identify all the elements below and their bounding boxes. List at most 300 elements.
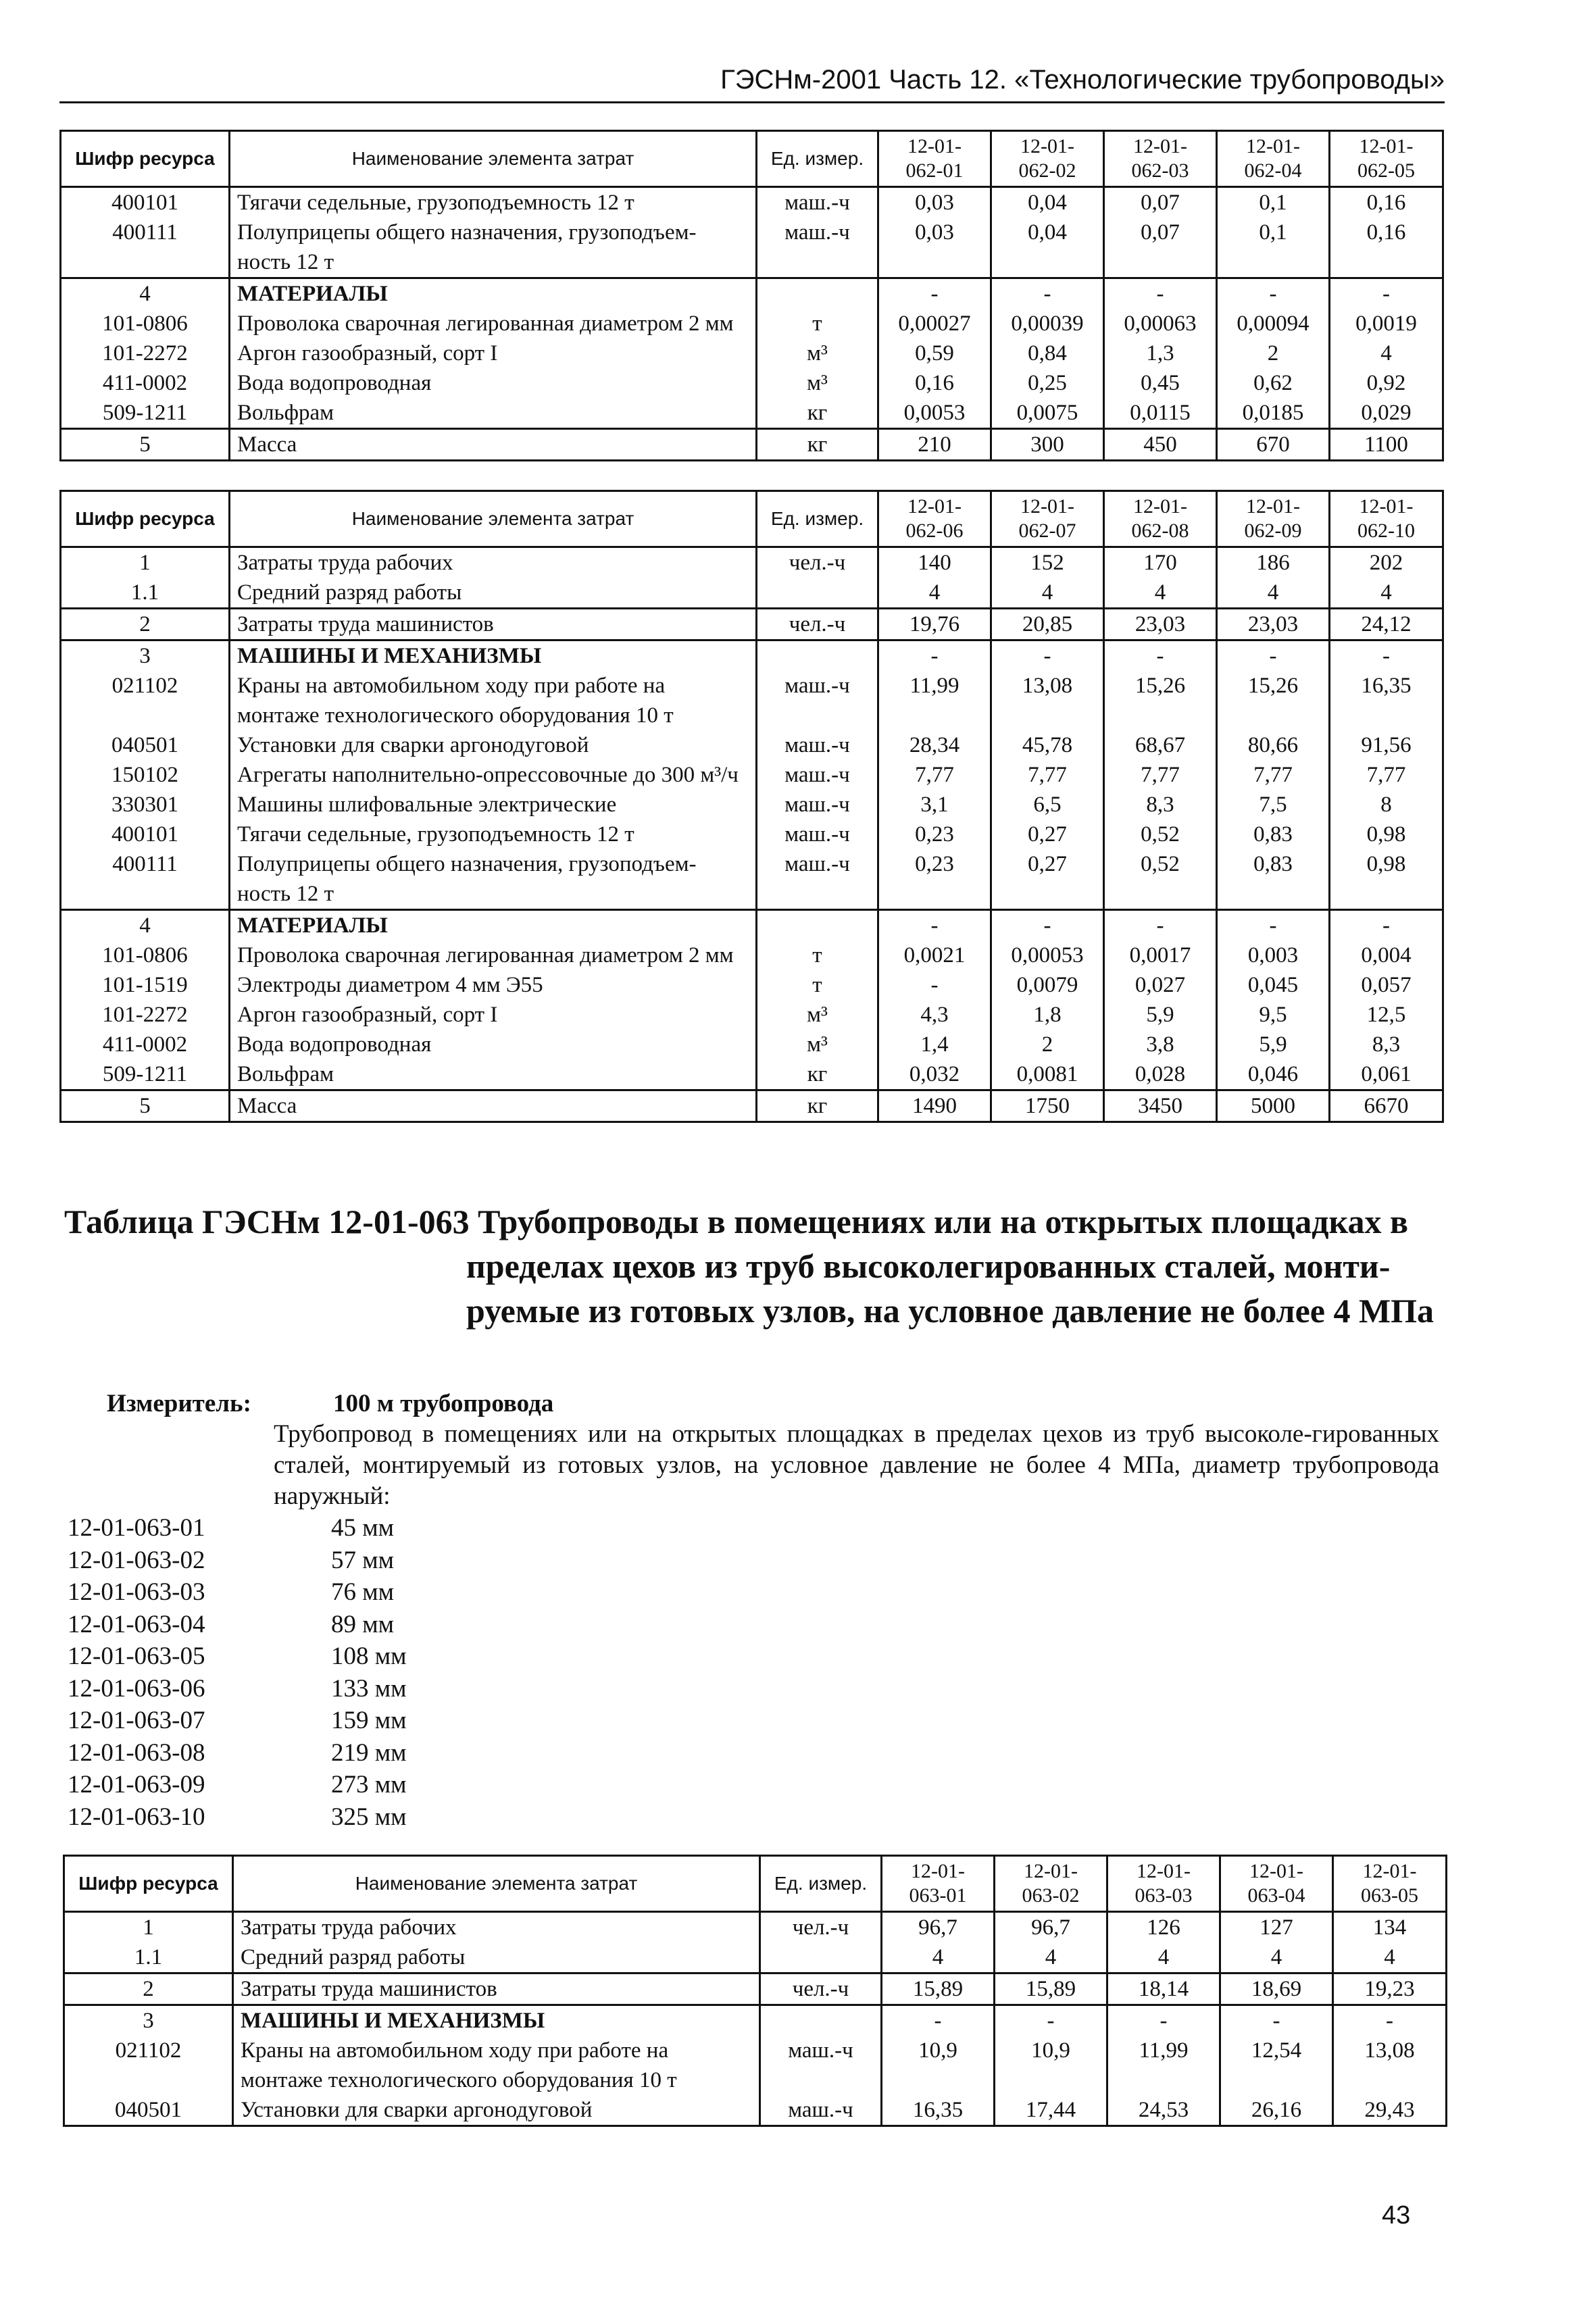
work-description: Трубопровод в помещениях или на открытых площадках в пределах цехов из труб высоколе-гированных сталей, монтируемый из готовых узлов, на условное давление не более 4 МПа, диаметр трубопровода наружный: [274, 1420, 1439, 1510]
resource-unit [760, 1942, 882, 1973]
resource-code: 4 [61, 278, 230, 309]
resource-unit: чел.-ч [757, 609, 878, 640]
resource-value: - [991, 640, 1104, 672]
header-norm-code: 12-01- 063-05 [1333, 1856, 1447, 1912]
pipe-diameter: 57 мм [331, 1546, 395, 1574]
resource-name: Масса [230, 429, 757, 461]
measure-unit [107, 1388, 553, 1419]
pipe-diameter: 325 мм [331, 1803, 407, 1831]
resource-value: 6670 [1330, 1090, 1443, 1122]
diameter-item [68, 1609, 407, 1641]
resource-value: 7,77 [878, 760, 991, 790]
resource-code: 1.1 [61, 578, 230, 609]
resource-value: 0,046 [1217, 1059, 1330, 1090]
resource-value: 170 [1104, 547, 1217, 578]
resource-value: - [878, 910, 991, 941]
diameter-item [68, 1801, 407, 1834]
resource-value: 2 [991, 1030, 1104, 1059]
resource-name: Краны на автомобильном ходу при работе на монтаже технологического оборудования 10 т [233, 2036, 760, 2095]
resource-code: 2 [61, 609, 230, 640]
resource-value: 16,35 [1330, 671, 1443, 730]
resource-code: 400111 [61, 849, 230, 910]
header-norm-code: 12-01- 062-04 [1217, 131, 1330, 187]
resource-value: 7,77 [1330, 760, 1443, 790]
resource-value: - [991, 910, 1104, 941]
resource-name: Краны на автомобильном ходу при работе на монтаже технологического оборудования 10 т [230, 671, 757, 730]
resource-value: 1,8 [991, 1000, 1104, 1030]
table-row [64, 2095, 1447, 2126]
resource-value: 15,89 [995, 1973, 1107, 2005]
resource-code: 400101 [61, 187, 230, 218]
resource-value: 8 [1330, 790, 1443, 820]
resource-value: 7,77 [1217, 760, 1330, 790]
resource-value: - [878, 640, 991, 672]
resource-value: 0,07 [1104, 187, 1217, 218]
resource-name: Средний разряд работы [233, 1942, 760, 1973]
resource-value: 0,62 [1217, 368, 1330, 398]
resource-name: Полуприцепы общего назначения, грузоподъем-ность 12 т [230, 849, 757, 910]
resource-value: 96,7 [882, 1912, 995, 1943]
pipe-diameter: 108 мм [331, 1642, 407, 1670]
table-row [64, 2005, 1447, 2036]
resource-value: 18,14 [1107, 1973, 1220, 2005]
resource-code: 021102 [64, 2036, 233, 2095]
resource-table-062-01-05 [59, 130, 1444, 461]
resource-name: Агрегаты наполнительно-опрессовочные до 300 м³/ч [230, 760, 757, 790]
resource-value: 3450 [1104, 1090, 1217, 1122]
resource-value: 0,92 [1330, 368, 1443, 398]
resource-unit: т [757, 970, 878, 1000]
resource-value: 4 [1330, 578, 1443, 609]
resource-value: 3,1 [878, 790, 991, 820]
diameter-item [68, 1576, 407, 1609]
resource-code: 509-1211 [61, 1059, 230, 1090]
resource-table-063-01-05 [63, 1855, 1447, 2127]
resource-code: 101-2272 [61, 1000, 230, 1030]
table-row [61, 940, 1443, 970]
running-header: ГЭСНм-2001 Часть 12. «Технологические трубопроводы» [720, 65, 1445, 95]
norm-code: 12-01-063-01 [68, 1514, 205, 1542]
resource-value: 8,3 [1104, 790, 1217, 820]
table-row [61, 398, 1443, 429]
resource-value: 5,9 [1217, 1030, 1330, 1059]
resource-code: 400111 [61, 218, 230, 278]
resource-unit [760, 2005, 882, 2036]
resource-value: - [1104, 910, 1217, 941]
header-name: Наименование элемента затрат [233, 1856, 760, 1912]
table-row [61, 187, 1443, 218]
table-row [61, 578, 1443, 609]
resource-value: 7,5 [1217, 790, 1330, 820]
resource-unit: маш.-ч [760, 2036, 882, 2095]
norm-code: 12-01-063-02 [68, 1546, 205, 1574]
resource-name: Установки для сварки аргонодуговой [230, 730, 757, 760]
resource-name: МАТЕРИАЛЫ [230, 278, 757, 309]
resource-value: 80,66 [1217, 730, 1330, 760]
resource-value: 9,5 [1217, 1000, 1330, 1030]
resource-code: 1 [64, 1912, 233, 1943]
header-norm-code: 12-01- 063-04 [1220, 1856, 1333, 1912]
resource-value: 0,00063 [1104, 309, 1217, 338]
resource-name: Средний разряд работы [230, 578, 757, 609]
resource-value: - [1217, 278, 1330, 309]
resource-value: 5000 [1217, 1090, 1330, 1122]
resource-name: Тягачи седельные, грузоподъемность 12 т [230, 187, 757, 218]
resource-value: 4 [991, 578, 1104, 609]
resource-value: 0,25 [991, 368, 1104, 398]
resource-unit: маш.-ч [757, 849, 878, 910]
resource-value: - [1220, 2005, 1333, 2036]
resource-value: - [1107, 2005, 1220, 2036]
pipe-diameter: 89 мм [331, 1610, 395, 1638]
resource-value: 0,59 [878, 338, 991, 368]
resource-name: Полуприцепы общего назначения, грузоподъем-ность 12 т [230, 218, 757, 278]
resource-value: 4,3 [878, 1000, 991, 1030]
header-norm-code: 12-01- 063-03 [1107, 1856, 1220, 1912]
resource-value: 4 [1107, 1942, 1220, 1973]
resource-value: 0,52 [1104, 849, 1217, 910]
resource-value: 6,5 [991, 790, 1104, 820]
table-row [61, 1059, 1443, 1090]
resource-value: - [1217, 640, 1330, 672]
resource-value: - [1330, 278, 1443, 309]
resource-value: 210 [878, 429, 991, 461]
resource-value: 1100 [1330, 429, 1443, 461]
resource-value: - [878, 278, 991, 309]
diameter-item [68, 1737, 407, 1769]
header-code: Шифр ресурса [64, 1856, 233, 1912]
table-row [61, 609, 1443, 640]
resource-code: 2 [64, 1973, 233, 2005]
pipe-diameter: 45 мм [331, 1514, 395, 1542]
resource-value: 0,0021 [878, 940, 991, 970]
resource-value: 0,057 [1330, 970, 1443, 1000]
resource-code: 330301 [61, 790, 230, 820]
table-row [61, 790, 1443, 820]
resource-value: 29,43 [1333, 2095, 1447, 2126]
resource-value: 670 [1217, 429, 1330, 461]
table-row [61, 368, 1443, 398]
resource-value: 8,3 [1330, 1030, 1443, 1059]
resource-value: 0,0115 [1104, 398, 1217, 429]
header-norm-code: 12-01- 062-06 [878, 491, 991, 547]
resource-value: 0,07 [1104, 218, 1217, 278]
header-norm-code: 12-01- 062-02 [991, 131, 1104, 187]
diameter-item [68, 1705, 407, 1737]
resource-value: 0,00094 [1217, 309, 1330, 338]
resource-value: 4 [1333, 1942, 1447, 1973]
table-row [61, 218, 1443, 278]
resource-value: 126 [1107, 1912, 1220, 1943]
header-rule [59, 101, 1445, 103]
header-norm-code: 12-01- 063-01 [882, 1856, 995, 1912]
resource-code: 040501 [61, 730, 230, 760]
resource-unit [757, 640, 878, 672]
resource-unit: м³ [757, 1000, 878, 1030]
header-norm-code: 12-01- 062-05 [1330, 131, 1443, 187]
table-row [64, 1912, 1447, 1943]
resource-value: 23,03 [1217, 609, 1330, 640]
resource-unit: т [757, 309, 878, 338]
resource-name: Затраты труда рабочих [230, 547, 757, 578]
resource-value: 0,00027 [878, 309, 991, 338]
resource-value: - [1104, 278, 1217, 309]
resource-value: 4 [995, 1942, 1107, 1973]
resource-value: 91,56 [1330, 730, 1443, 760]
resource-value: 0,029 [1330, 398, 1443, 429]
header-code: Шифр ресурса [61, 491, 230, 547]
resource-value: 1750 [991, 1090, 1104, 1122]
resource-value: 0,84 [991, 338, 1104, 368]
diameter-list [68, 1512, 407, 1833]
table-row [61, 309, 1443, 338]
resource-value: 0,03 [878, 218, 991, 278]
table-row [64, 1942, 1447, 1973]
resource-code: 101-0806 [61, 309, 230, 338]
diameter-item [68, 1673, 407, 1705]
table-title-rest: пределах цехов из труб высоколегированных сталей, монти-руемые из готовых узлов, на условное давление не более 4 МПа [466, 1247, 1435, 1330]
pipe-diameter: 159 мм [331, 1707, 407, 1734]
resource-name: Электроды диаметром 4 мм Э55 [230, 970, 757, 1000]
resource-value: 1,4 [878, 1030, 991, 1059]
resource-name: Затраты труда машинистов [233, 1973, 760, 2005]
measure-label: Измеритель: [107, 1390, 251, 1417]
resource-value: 0,27 [991, 849, 1104, 910]
measure-value: 100 м трубопровода [333, 1390, 554, 1417]
norm-code: 12-01-063-09 [68, 1771, 205, 1799]
resource-table-062-06-10 [59, 490, 1444, 1123]
resource-code: 5 [61, 429, 230, 461]
resource-value: 11,99 [1107, 2036, 1220, 2095]
resource-name: МАШИНЫ И МЕХАНИЗМЫ [230, 640, 757, 672]
resource-value: 0,0081 [991, 1059, 1104, 1090]
table-row [61, 820, 1443, 849]
resource-value: 0,16 [1330, 218, 1443, 278]
resource-unit [757, 278, 878, 309]
resource-value: 24,12 [1330, 609, 1443, 640]
header-norm-code: 12-01- 062-10 [1330, 491, 1443, 547]
resource-value: 13,08 [1333, 2036, 1447, 2095]
resource-name: Проволока сварочная легированная диаметром 2 мм [230, 940, 757, 970]
resource-name: Вольфрам [230, 398, 757, 429]
resource-value: 0,98 [1330, 820, 1443, 849]
resource-value: 15,89 [882, 1973, 995, 2005]
resource-value: 1490 [878, 1090, 991, 1122]
table-row [61, 671, 1443, 730]
table-row [64, 2036, 1447, 2095]
resource-value: 152 [991, 547, 1104, 578]
resource-value: 0,23 [878, 820, 991, 849]
resource-value: 4 [878, 578, 991, 609]
resource-value: 11,99 [878, 671, 991, 730]
resource-unit: м³ [757, 368, 878, 398]
resource-value: - [1330, 910, 1443, 941]
table-row [61, 910, 1443, 941]
header-norm-code: 12-01- 062-03 [1104, 131, 1217, 187]
resource-value: 0,04 [991, 218, 1104, 278]
table-title [64, 1199, 1456, 1333]
resource-value: 0,03 [878, 187, 991, 218]
resource-value: 0,0017 [1104, 940, 1217, 970]
resource-value: 2 [1217, 338, 1330, 368]
table-header-row [61, 491, 1443, 547]
resource-unit: кг [757, 398, 878, 429]
resource-value: 0,98 [1330, 849, 1443, 910]
resource-value: 7,77 [991, 760, 1104, 790]
resource-value: 0,027 [1104, 970, 1217, 1000]
resource-value: 23,03 [1104, 609, 1217, 640]
resource-unit: м³ [757, 1030, 878, 1059]
resource-value: 15,26 [1217, 671, 1330, 730]
resource-value: - [1330, 640, 1443, 672]
resource-unit: маш.-ч [760, 2095, 882, 2126]
header-unit: Ед. измер. [757, 131, 878, 187]
table-row [64, 1973, 1447, 2005]
norm-code: 12-01-063-05 [68, 1642, 205, 1670]
resource-unit: маш.-ч [757, 187, 878, 218]
resource-value: 4 [1217, 578, 1330, 609]
header-norm-code: 12-01- 062-09 [1217, 491, 1330, 547]
resource-value: 20,85 [991, 609, 1104, 640]
resource-value: - [882, 2005, 995, 2036]
resource-value: 0,0053 [878, 398, 991, 429]
resource-value: 300 [991, 429, 1104, 461]
norm-code: 12-01-063-08 [68, 1738, 205, 1767]
table-row [61, 1030, 1443, 1059]
header-norm-code: 12-01- 062-01 [878, 131, 991, 187]
resource-unit: маш.-ч [757, 730, 878, 760]
resource-name: Затраты труда рабочих [233, 1912, 760, 1943]
resource-value: 96,7 [995, 1912, 1107, 1943]
resource-value: 15,26 [1104, 671, 1217, 730]
resource-code: 150102 [61, 760, 230, 790]
resource-code: 1.1 [64, 1942, 233, 1973]
resource-name: Вода водопроводная [230, 1030, 757, 1059]
resource-value: 13,08 [991, 671, 1104, 730]
resource-value: - [1333, 2005, 1447, 2036]
resource-value: 0,032 [878, 1059, 991, 1090]
resource-value: 18,69 [1220, 1973, 1333, 2005]
resource-value: 45,78 [991, 730, 1104, 760]
resource-name: Вода водопроводная [230, 368, 757, 398]
resource-unit: маш.-ч [757, 790, 878, 820]
resource-unit: м³ [757, 338, 878, 368]
resource-value: 4 [882, 1942, 995, 1973]
resource-value: 10,9 [882, 2036, 995, 2095]
resource-value: 0,004 [1330, 940, 1443, 970]
resource-code: 5 [61, 1090, 230, 1122]
resource-value: 0,0075 [991, 398, 1104, 429]
resource-unit [757, 910, 878, 941]
norm-code: 12-01-063-03 [68, 1578, 205, 1606]
resource-unit: кг [757, 1090, 878, 1122]
resource-code: 4 [61, 910, 230, 941]
resource-value: 0,83 [1217, 849, 1330, 910]
resource-code: 411-0002 [61, 1030, 230, 1059]
resource-value: 3,8 [1104, 1030, 1217, 1059]
table-title-line1: Таблица ГЭСНм 12-01-063 Трубопроводы в помещениях или на открытых площадках в [64, 1203, 1409, 1240]
resource-value: 0,003 [1217, 940, 1330, 970]
resource-value: 0,52 [1104, 820, 1217, 849]
table-row [61, 730, 1443, 760]
resource-value: 0,45 [1104, 368, 1217, 398]
resource-value: 1,3 [1104, 338, 1217, 368]
resource-value: 140 [878, 547, 991, 578]
resource-value: 7,77 [1104, 760, 1217, 790]
resource-value: 0,00039 [991, 309, 1104, 338]
resource-value: 12,54 [1220, 2036, 1333, 2095]
resource-value: - [878, 970, 991, 1000]
header-norm-code: 12-01- 062-07 [991, 491, 1104, 547]
pipe-diameter: 133 мм [331, 1674, 407, 1703]
resource-code: 101-0806 [61, 940, 230, 970]
resource-value: 0,061 [1330, 1059, 1443, 1090]
resource-value: 24,53 [1107, 2095, 1220, 2126]
resource-code: 1 [61, 547, 230, 578]
resource-unit: чел.-ч [760, 1973, 882, 2005]
resource-value: 450 [1104, 429, 1217, 461]
norm-code: 12-01-063-06 [68, 1674, 205, 1703]
resource-name: Вольфрам [230, 1059, 757, 1090]
resource-unit [757, 578, 878, 609]
resource-value: 12,5 [1330, 1000, 1443, 1030]
header-norm-code: 12-01- 063-02 [995, 1856, 1107, 1912]
resource-code: 3 [61, 640, 230, 672]
resource-name: Аргон газообразный, сорт I [230, 338, 757, 368]
resource-value: 127 [1220, 1912, 1333, 1943]
resource-value: 4 [1104, 578, 1217, 609]
pipe-diameter: 76 мм [331, 1578, 395, 1606]
table-header-row [61, 131, 1443, 187]
resource-unit: чел.-ч [757, 547, 878, 578]
resource-unit: маш.-ч [757, 820, 878, 849]
resource-value: 0,1 [1217, 187, 1330, 218]
resource-value: 4 [1330, 338, 1443, 368]
resource-value: 19,76 [878, 609, 991, 640]
resource-value: 0,0185 [1217, 398, 1330, 429]
resource-value: 28,34 [878, 730, 991, 760]
norm-code: 12-01-063-04 [68, 1610, 205, 1638]
header-code: Шифр ресурса [61, 131, 230, 187]
diameter-item [68, 1769, 407, 1801]
header-name: Наименование элемента затрат [230, 491, 757, 547]
resource-value: 0,0019 [1330, 309, 1443, 338]
page-number: 43 [1382, 2201, 1411, 2230]
norm-code: 12-01-063-10 [68, 1803, 205, 1831]
header-name: Наименование элемента затрат [230, 131, 757, 187]
resource-unit: кг [757, 1059, 878, 1090]
resource-value: 0,04 [991, 187, 1104, 218]
resource-unit: т [757, 940, 878, 970]
diameter-item [68, 1512, 407, 1544]
resource-value: 202 [1330, 547, 1443, 578]
resource-code: 101-2272 [61, 338, 230, 368]
table-row [61, 338, 1443, 368]
resource-value: 0,83 [1217, 820, 1330, 849]
table-row [61, 970, 1443, 1000]
resource-value: 26,16 [1220, 2095, 1333, 2126]
table-row [61, 640, 1443, 672]
resource-code: 040501 [64, 2095, 233, 2126]
resource-code: 400101 [61, 820, 230, 849]
resource-value: 0,0079 [991, 970, 1104, 1000]
resource-name: Аргон газообразный, сорт I [230, 1000, 757, 1030]
norm-code: 12-01-063-07 [68, 1707, 205, 1734]
table-row [61, 1000, 1443, 1030]
resource-value: 0,045 [1217, 970, 1330, 1000]
resource-value: - [1104, 640, 1217, 672]
table-row [61, 278, 1443, 309]
